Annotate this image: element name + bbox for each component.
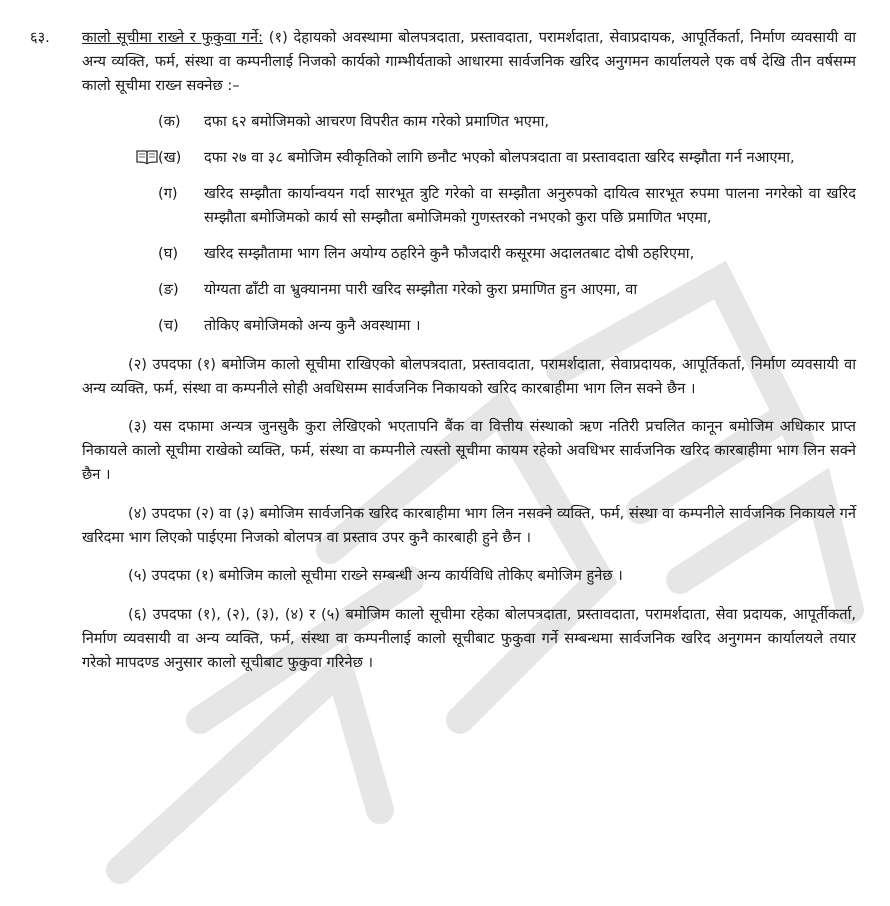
section-intro-block [82, 26, 856, 98]
clause-ka [158, 110, 856, 134]
clause-gha [158, 242, 856, 266]
clause-text: दफा २७ वा ३८ बमोजिम स्वीकृतिको लागि छनौट भएको बोलपत्रदाता वा प्रस्तावदाता खरिद सम्झौता गर्न नआएमा, [204, 149, 795, 166]
subsection-4: (४) उपदफा (२) वा (३) बमोजिम सार्वजनिक खरिद कारबाहीमा भाग लिन नसक्ने व्यक्ति, फर्म, संस्था वा कम्पनीले सार्वजनिक निकायले गर्ने खरिदमा भाग लिएको पाईएमा निजको बोलपत्र वा प्रस्ताव उपर कुनै कारबाही हुने छैन । [82, 504, 856, 546]
clause-text: खरिद सम्झौता कार्यान्वयन गर्दा सारभूत त्रुटि गरेको वा सम्झौता अनुरुपको दायित्व सारभूत रुपमा पालना नगरेको वा खरिद सम्झौता बमोजिमको कार्य सो सम्झौता बमोजिमको गुणस्तरको नभएको कुरा पछि प्रमाणित भएमा, [204, 185, 856, 226]
subsection-3: (३) यस दफामा अन्यत्र जुनसुकै कुरा लेखिएको भएतापनि बैंक वा वित्तीय संस्थाको ऋण नतिरी प्रचलित कानून बमोजिम अधिकार प्राप्त निकायले कालो सूचीमा राखेको व्यक्ति, फर्म, संस्था वा कम्पनीले त्यस्तो सूचीमा कायम रहेको अवधिभर सार्वजनिक खरिद कारबाहीमा भाग लिन सक्ने छैन । [82, 418, 856, 484]
clause-label: (ग) [158, 185, 178, 202]
clause-text: खरिद सम्झौतामा भाग लिन अयोग्य ठहरिने कुनै फौजदारी कसूरमा अदालतबाट दोषी ठहरिएमा, [204, 245, 695, 262]
section-intro: (१) देहायको अवस्थामा बोलपत्रदाता, प्रस्तावदाता, परामर्शदाता, सेवाप्रदायक, आपूर्तिकर्ता, निर्माण व्यवसायी वा अन्य व्यक्ति, फर्म, संस्था वा कम्पनीलाई निजको कार्यको गाम्भीर्यताको आधारमा सार्वजनिक खरिद अनुगमन कार्यालयले एक वर्ष देखि तीन वर्षसम्म कालो सूचीमा राख्न सक्नेछ :– [82, 29, 856, 94]
clause-label: (ख) [158, 149, 182, 166]
clause-text: योग्यता ढाँटी वा भ्रुक्यानमा पारी खरिद सम्झौता गरेको कुरा प्रमाणित हुन आएमा, वा [204, 281, 638, 298]
subsection-5: (५) उपदफा (१) बमोजिम कालो सूचीमा राख्ने सम्बन्धी अन्य कार्यविधि तोकिए बमोजिम हुनेछ । [128, 567, 623, 585]
clause-text: दफा ६२ बमोजिमको आचरण विपरीत काम गरेको प्रमाणित भएमा, [204, 113, 550, 130]
clause-label: (घ) [158, 245, 179, 262]
clause-kha [158, 146, 856, 170]
clause-list [30, 110, 856, 338]
section-63 [30, 26, 856, 687]
clause-text: तोकिए बमोजिमको अन्य कुनै अवस्थामा । [204, 317, 421, 334]
section-title: कालो सूचीमा राख्ने र फुकुवा गर्ने: [82, 29, 264, 46]
subsection-6: (६) उपदफा (१), (२), (३), (४) र (५) बमोजिम कालो सूचीमा रहेका बोलपत्रदाता, प्रस्तावदाता, परामर्शदाता, सेवा प्रदायक, आपूर्तीकर्ता, निर्माण व्यवसायी वा अन्य व्यक्ति, फर्म, संस्था वा कम्पनीलाई कालो सूचीबाट फुकुवा गर्ने सम्बन्धमा सार्वजनिक खरिद अनुगमन कार्यालयले तयार गरेको मापदण्ड अनुसार कालो सूचीबाट फुकुवा गरिनेछ । [82, 605, 856, 671]
book-icon[interactable] [136, 149, 158, 165]
clause-nga [158, 278, 856, 302]
clause-ga [158, 182, 856, 230]
clause-label: (च) [158, 317, 179, 334]
clause-label: (क) [158, 113, 181, 130]
subsection-2: (२) उपदफा (१) बमोजिम कालो सूचीमा राखिएको बोलपत्रदाता, प्रस्तावदाता, परामर्शदाता, सेवाप्रदायक, आपूर्तिकर्ता, निर्माण व्यवसायी वा अन्य व्यक्ति, फर्म, संस्था वा कम्पनीले सोही अवधिसम्म सार्वजनिक निकायको खरिद कारबाहीमा भाग लिन सक्ने छैन । [82, 355, 856, 397]
clause-cha [158, 314, 856, 338]
clause-label: (ङ) [158, 281, 179, 298]
section-heading [30, 26, 856, 98]
section-number: ६३. [30, 29, 50, 46]
